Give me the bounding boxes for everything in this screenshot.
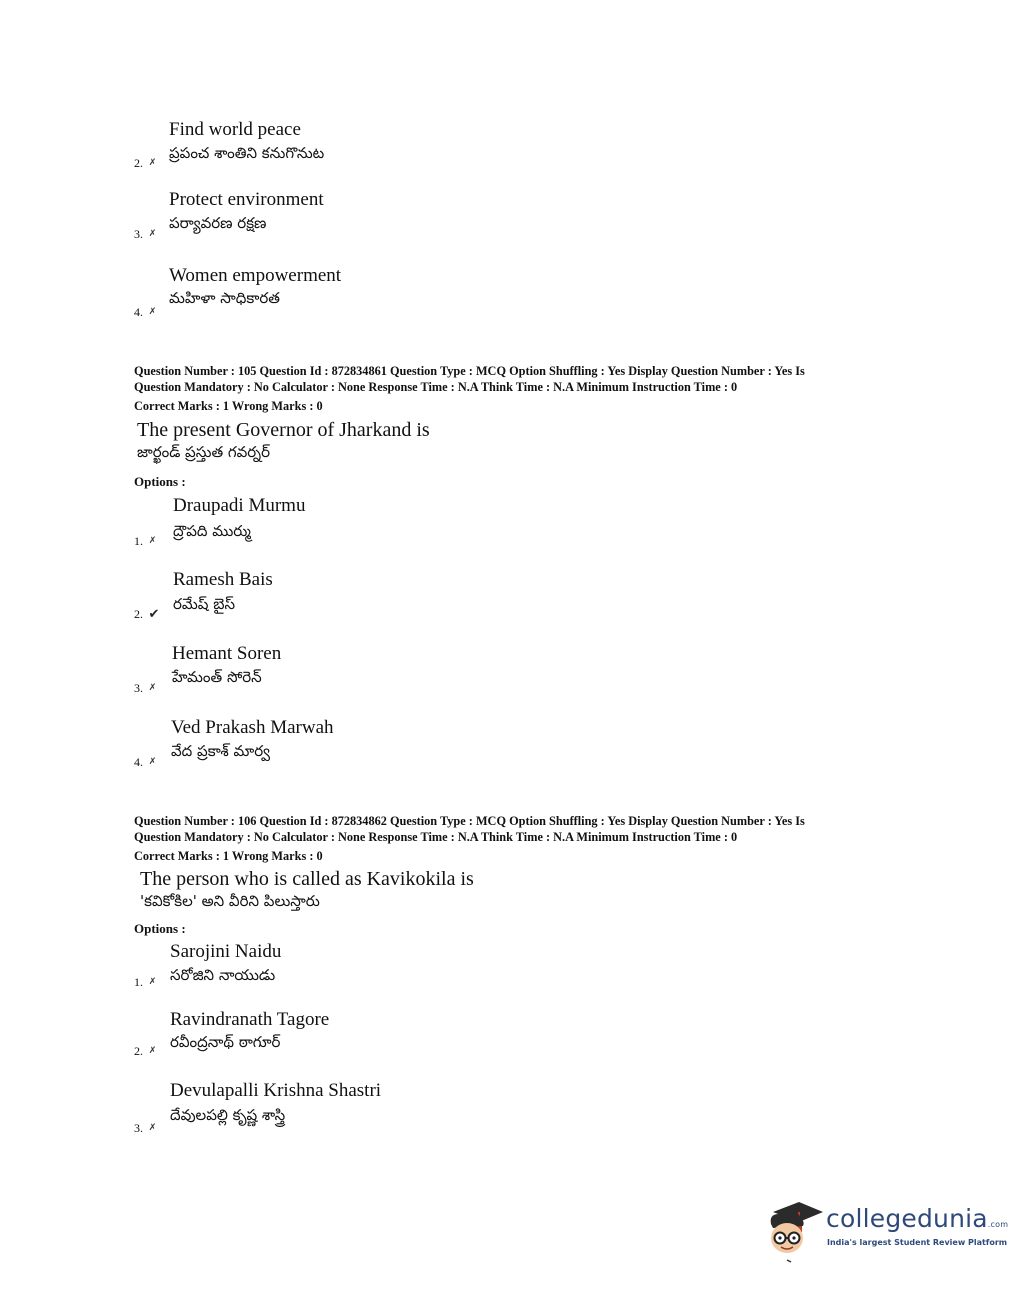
options-label: Options :	[134, 474, 186, 489]
option-telugu-text: హేమంత్ సోరెన్	[172, 668, 262, 686]
cross-mark-icon: ✗	[148, 976, 157, 987]
option-telugu-text: సరోజిని నాయుడు	[170, 966, 276, 984]
option-number: 4.	[134, 305, 143, 319]
cross-mark-icon: ✗	[148, 535, 157, 546]
option-english-text: Ravindranath Tagore	[170, 1009, 330, 1030]
option-number: 1.	[134, 534, 143, 548]
cross-mark-icon: ✗	[148, 1045, 157, 1056]
option-english-text: Devulapalli Krishna Shastri	[170, 1080, 382, 1101]
question-marks-line: Correct Marks : 1 Wrong Marks : 0	[134, 849, 323, 863]
option-english-text: Ved Prakash Marwah	[171, 717, 334, 738]
question-telugu-text: జార్ఖండ్ ప్రస్తుత గవర్నర్	[137, 443, 270, 461]
question-meta-line: Question Mandatory : No Calculator : None Response Time : N.A Think Time : N.A Minimum Instruction Time : 0	[134, 380, 738, 394]
cross-mark-icon: ✗	[148, 306, 157, 317]
cross-mark-icon: ✗	[148, 157, 157, 168]
option-telugu-text: దేవులపల్లి కృష్ణ శాస్త్రి	[170, 1106, 286, 1124]
collegedunia-logo	[765, 1198, 1009, 1270]
check-mark-icon: ✔	[148, 606, 160, 622]
option-telugu-text: రమేష్ బైస్	[173, 595, 236, 613]
option-telugu-text: ద్రౌపది ముర్ము	[173, 522, 251, 540]
option-number: 2.	[134, 1044, 143, 1058]
question-marks-line: Correct Marks : 1 Wrong Marks : 0	[134, 399, 323, 413]
option-english-text: Find world peace	[169, 119, 301, 140]
cross-mark-icon: ✗	[148, 682, 157, 693]
option-number: 3.	[134, 1121, 143, 1135]
option-english-text: Ramesh Bais	[173, 569, 273, 590]
option-english-text: Hemant Soren	[172, 643, 282, 664]
question-meta-line: Question Number : 105 Question Id : 872834861 Question Type : MCQ Option Shuffling : Yes Display Question Number : Yes Is	[134, 364, 805, 378]
question-english-text: The present Governor of Jharkand is	[137, 419, 430, 441]
option-telugu-text: వేద ప్రకాశ్ మార్వ	[171, 742, 271, 760]
options-label: Options :	[134, 921, 186, 936]
option-number: 3.	[134, 681, 143, 695]
option-english-text: Women empowerment	[169, 265, 342, 286]
option-number: 4.	[134, 755, 143, 769]
option-number: 2.	[134, 607, 143, 621]
option-telugu-text: పర్యావరణ రక్షణ	[169, 214, 267, 232]
option-english-text: Protect environment	[169, 189, 324, 210]
option-number: 2.	[134, 156, 143, 170]
option-telugu-text: మహిళా సాధికారత	[169, 289, 280, 307]
option-number: 1.	[134, 975, 143, 989]
logo-wordmark: collegedunia	[826, 1204, 988, 1233]
logo-tagline: India's largest Student Review Platform	[827, 1238, 1008, 1247]
cross-mark-icon: ✗	[148, 228, 157, 239]
option-telugu-text: రవీంద్రనాథ్ ఠాగూర్	[170, 1033, 281, 1051]
question-meta-line: Question Mandatory : No Calculator : None Response Time : N.A Think Time : N.A Minimum Instruction Time : 0	[134, 830, 738, 844]
cross-mark-icon: ✗	[148, 756, 157, 767]
question-telugu-text: 'కవికోకిల' అని వీరిని పిలుస్తారు	[140, 892, 320, 910]
question-meta-line: Question Number : 106 Question Id : 872834862 Question Type : MCQ Option Shuffling : Yes Display Question Number : Yes Is	[134, 814, 805, 828]
logo-domain-suffix: .com	[987, 1220, 1009, 1229]
option-english-text: Sarojini Naidu	[170, 941, 282, 962]
option-telugu-text: ప్రపంచ శాంతిని కనుగొనుట	[169, 144, 325, 162]
cross-mark-icon: ✗	[148, 1122, 157, 1133]
option-english-text: Draupadi Murmu	[173, 495, 306, 516]
option-number: 3.	[134, 227, 143, 241]
question-english-text: The person who is called as Kavikokila is	[140, 868, 474, 890]
student-mascot-icon	[765, 1198, 825, 1266]
